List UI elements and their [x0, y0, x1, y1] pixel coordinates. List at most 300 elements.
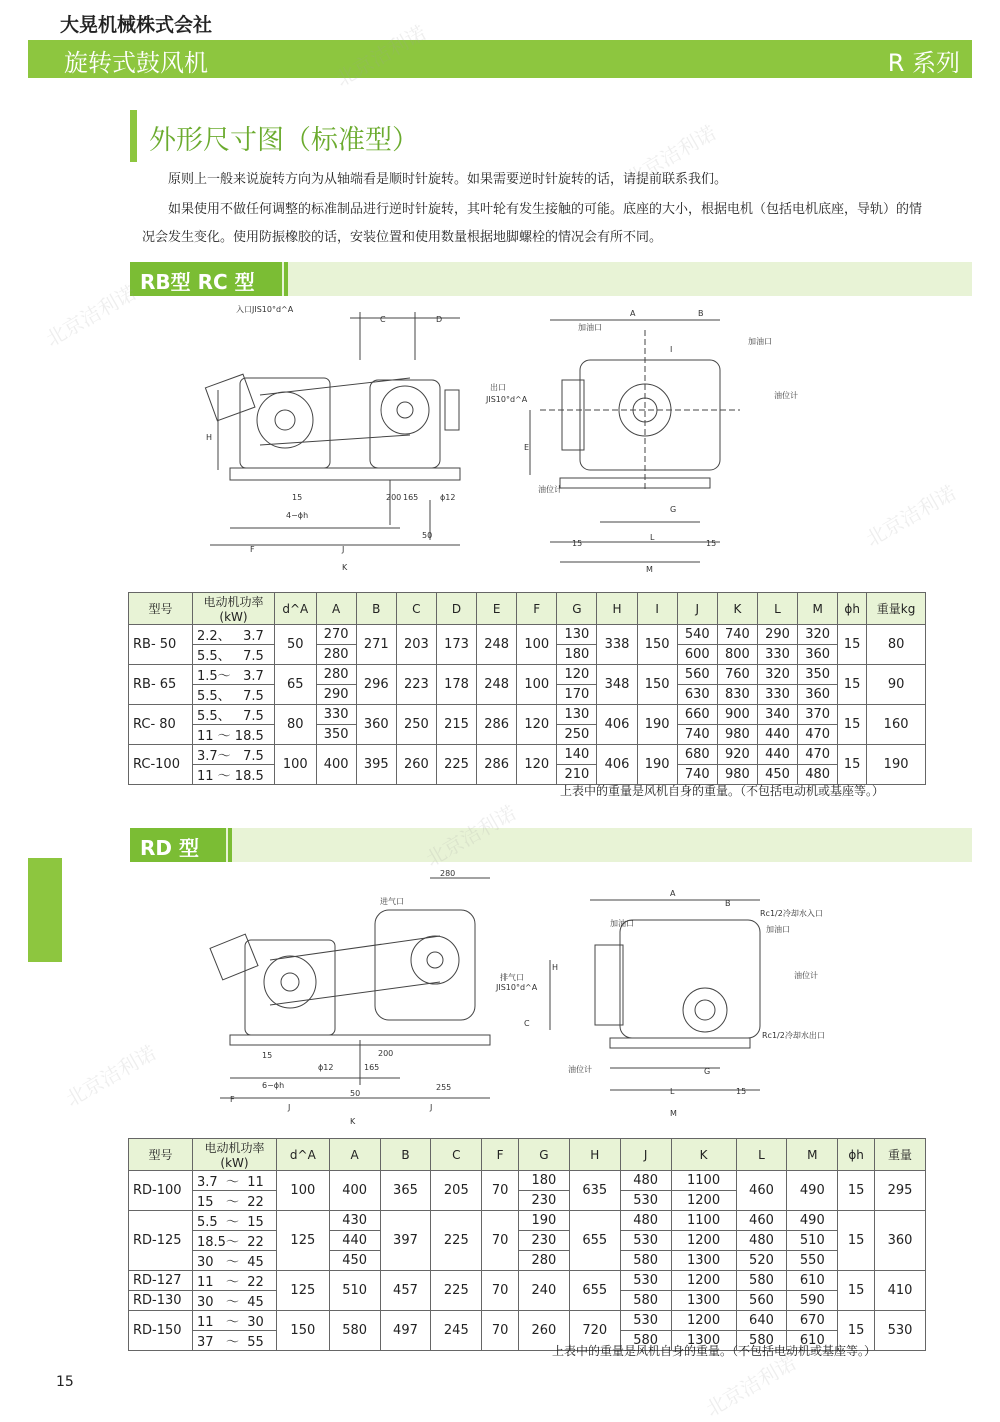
rb-J: 660 [677, 705, 717, 725]
rd-th-motor: 电动机功率(kW) [193, 1139, 277, 1171]
rb-th-A: A [316, 593, 356, 625]
table-row [129, 1271, 926, 1291]
rd-K: 1200 [671, 1231, 736, 1251]
rb-h: 15 [838, 745, 867, 785]
rb-E: 248 [477, 665, 517, 705]
rb-weight-note: 上表中的重量是风机自身的重量。（不包括电动机或基座等。） [560, 784, 885, 798]
rd-th-J: J [620, 1139, 671, 1171]
rd-model: RD-130 [129, 1291, 193, 1311]
rb-L: 320 [757, 665, 797, 685]
rd-motor: 3.7 ～ 11 [193, 1171, 277, 1191]
rb-B: 271 [356, 625, 396, 665]
rd-G: 260 [518, 1311, 569, 1351]
rb-G: 130 [557, 705, 597, 725]
rd-H: 720 [569, 1311, 620, 1351]
rd-G: 230 [518, 1231, 569, 1251]
rb-label-200: 200 [386, 493, 402, 502]
rd-A: 430 [329, 1211, 380, 1231]
rd-G: 190 [518, 1211, 569, 1231]
rb-label-hole: ϕ12 [440, 493, 456, 502]
rd-J: 580 [620, 1291, 671, 1311]
rd-dimension-diagram [200, 869, 825, 1128]
rb-M: 470 [798, 745, 838, 765]
rb-label-15b: 15 [572, 539, 583, 548]
table-row [129, 665, 926, 685]
rb-F: 100 [517, 625, 557, 665]
paragraph-rotation: 原则上一般来说旋转方向为从轴端看是顺时针旋转。如果需要逆时针旋转的话，请提前联系我们。 [168, 172, 728, 187]
rb-rc-spec-table [128, 592, 926, 785]
table-row [129, 1211, 926, 1231]
rd-M: 550 [787, 1251, 838, 1271]
rb-L: 330 [757, 645, 797, 665]
rb-M: 350 [798, 665, 838, 685]
rd-d: 125 [277, 1271, 330, 1311]
rd-label-exhaust-spec: JIS10°d^A [496, 983, 538, 992]
rd-M: 610 [787, 1331, 838, 1351]
rd-label-G: G [704, 1067, 711, 1076]
rb-th-weight: 重量kg [867, 593, 926, 625]
rd-th-F: F [482, 1139, 519, 1171]
rd-motor: 11 ～ 22 [193, 1271, 277, 1291]
rb-label-H: H [206, 433, 213, 442]
rd-G: 280 [518, 1251, 569, 1271]
rd-label-oil-fill: 加油口 [610, 919, 634, 928]
rb-L: 450 [757, 765, 797, 785]
rb-G: 250 [557, 725, 597, 745]
rb-d: 65 [275, 665, 317, 705]
watermark: 北京洁利诺 [701, 1350, 801, 1422]
rb-model: RC- 80 [129, 705, 193, 745]
rb-A: 350 [316, 725, 356, 745]
rd-F: 70 [482, 1271, 519, 1311]
rb-th-h: ϕh [838, 593, 867, 625]
rb-G: 120 [557, 665, 597, 685]
rd-A: 510 [329, 1271, 380, 1311]
rb-G: 180 [557, 645, 597, 665]
page-number: 15 [56, 1374, 74, 1390]
rb-L: 330 [757, 685, 797, 705]
rd-weight: 295 [874, 1171, 925, 1211]
rb-B: 395 [356, 745, 396, 785]
rb-th-I: I [637, 593, 677, 625]
rd-C: 205 [431, 1171, 482, 1211]
rd-motor: 30 ～ 45 [193, 1251, 277, 1271]
rd-label-15: 15 [262, 1051, 273, 1060]
rb-label-50: 50 [422, 531, 433, 540]
rb-G: 140 [557, 745, 597, 765]
rb-M: 360 [798, 645, 838, 665]
rb-K: 760 [717, 665, 757, 685]
rb-label-15: 15 [292, 493, 303, 502]
rd-K: 1300 [671, 1331, 736, 1351]
rb-F: 120 [517, 745, 557, 785]
rb-rc-dimension-diagram [200, 300, 798, 578]
rd-J: 480 [620, 1211, 671, 1231]
rb-table-header-row [129, 593, 926, 625]
rb-E: 286 [477, 705, 517, 745]
rd-label-J2: J [430, 1103, 433, 1112]
rb-D: 215 [436, 705, 476, 745]
rd-motor: 11 ～ 30 [193, 1311, 277, 1331]
rb-K: 920 [717, 745, 757, 765]
rb-C: 203 [396, 625, 436, 665]
rb-C: 250 [396, 705, 436, 745]
rd-L: 580 [736, 1271, 787, 1291]
rb-label-bolt: 4−ϕh [286, 511, 309, 520]
rb-label-165: 165 [403, 493, 419, 502]
rd-motor: 18.5～ 22 [193, 1231, 277, 1251]
rd-B: 457 [380, 1271, 431, 1311]
rd-L: 560 [736, 1291, 787, 1311]
rd-drawing [200, 869, 825, 1128]
product-title: 旋转式鼓风机 [64, 49, 208, 77]
rb-weight: 80 [867, 625, 926, 665]
rd-h: 15 [838, 1211, 875, 1271]
rd-M: 610 [787, 1271, 838, 1291]
rb-label-I: I [670, 345, 673, 354]
rd-J: 580 [620, 1251, 671, 1271]
table-row [129, 1231, 926, 1251]
rb-label-M: M [646, 565, 653, 574]
rb-motor: 2.2、 3.7 [193, 625, 275, 645]
rb-M: 360 [798, 685, 838, 705]
rb-h: 15 [838, 665, 867, 705]
rb-label-oil-fill2: 加油口 [748, 337, 772, 346]
rd-h: 15 [838, 1171, 875, 1211]
rd-L: 580 [736, 1331, 787, 1351]
rd-label-oil-gauge: 油位计 [794, 971, 818, 980]
rb-F: 120 [517, 705, 557, 745]
rb-th-E: E [477, 593, 517, 625]
rb-label-A: A [630, 309, 636, 318]
rd-K: 1300 [671, 1291, 736, 1311]
rd-A: 450 [329, 1251, 380, 1271]
rb-d: 100 [275, 745, 317, 785]
rb-label-K: K [342, 563, 348, 572]
rd-th-weight: 重量 [874, 1139, 925, 1171]
rb-th-F: F [517, 593, 557, 625]
rb-I: 150 [637, 665, 677, 705]
rb-label-oil-gauge: 油位计 [774, 391, 798, 400]
rb-label-F: F [250, 545, 255, 554]
side-accent-bar [28, 858, 62, 962]
rd-J: 530 [620, 1191, 671, 1211]
rb-D: 225 [436, 745, 476, 785]
rd-th-h: ϕh [838, 1139, 875, 1171]
rd-weight: 410 [874, 1271, 925, 1311]
rb-rc-heading [130, 262, 972, 296]
rd-J: 480 [620, 1171, 671, 1191]
rd-C: 225 [431, 1211, 482, 1271]
rd-label-intake: 进气口 [380, 897, 404, 906]
rb-th-D: D [436, 593, 476, 625]
rb-J: 740 [677, 765, 717, 785]
rd-label-15b: 15 [736, 1087, 747, 1096]
rb-motor: 3.7～ 7.5 [193, 745, 275, 765]
rb-th-J: J [677, 593, 717, 625]
rd-label-cool-in: Rc1/2冷却水入口 [760, 909, 823, 918]
rb-G: 130 [557, 625, 597, 645]
rb-H: 338 [597, 625, 637, 665]
rb-label-E: E [524, 443, 530, 452]
rb-H: 406 [597, 745, 637, 785]
rb-M: 470 [798, 725, 838, 745]
rb-label-outlet-spec: JIS10°d^A [486, 395, 528, 404]
rb-L: 340 [757, 705, 797, 725]
watermark: 北京洁利诺 [61, 1040, 161, 1112]
rd-H: 655 [569, 1211, 620, 1271]
rb-G: 210 [557, 765, 597, 785]
rd-K: 1100 [671, 1211, 736, 1231]
rd-label-bolt: 6−ϕh [262, 1081, 285, 1090]
rb-C: 260 [396, 745, 436, 785]
rb-L: 290 [757, 625, 797, 645]
rd-K: 1200 [671, 1191, 736, 1211]
rb-d: 50 [275, 625, 317, 665]
rb-weight: 160 [867, 705, 926, 745]
rb-A: 330 [316, 705, 356, 725]
table-row [129, 745, 926, 765]
rd-label-C: C [524, 1019, 530, 1028]
rb-D: 178 [436, 665, 476, 705]
rd-L: 520 [736, 1251, 787, 1271]
rb-K: 740 [717, 625, 757, 645]
rb-K: 830 [717, 685, 757, 705]
rb-A: 280 [316, 645, 356, 665]
rb-th-H: H [597, 593, 637, 625]
rb-th-L: L [757, 593, 797, 625]
rd-label-165: 165 [364, 1063, 380, 1072]
rb-A: 270 [316, 625, 356, 645]
rb-J: 540 [677, 625, 717, 645]
rd-B: 365 [380, 1171, 431, 1211]
rb-J: 740 [677, 725, 717, 745]
rb-th-d: d^A [275, 593, 317, 625]
rb-th-B: B [356, 593, 396, 625]
rd-motor: 37 ～ 55 [193, 1331, 277, 1351]
rb-model: RC-100 [129, 745, 193, 785]
rb-M: 370 [798, 705, 838, 725]
series-label: R 系列 [887, 49, 960, 77]
rb-label-oil-gauge2: 油位计 [538, 485, 562, 494]
rd-label-F: F [230, 1095, 235, 1104]
rb-C: 223 [396, 665, 436, 705]
rb-A: 280 [316, 665, 356, 685]
rb-label-15c: 15 [706, 539, 717, 548]
rb-K: 900 [717, 705, 757, 725]
rb-H: 348 [597, 665, 637, 705]
rd-F: 70 [482, 1211, 519, 1271]
rb-model: RB- 50 [129, 625, 193, 665]
rd-label-B: B [725, 899, 731, 908]
rd-label-255: 255 [436, 1083, 452, 1092]
rb-motor: 11 ～ 18.5 [193, 725, 275, 745]
rb-label-B: B [698, 309, 704, 318]
rd-th-model: 型号 [129, 1139, 193, 1171]
rd-A: 440 [329, 1231, 380, 1251]
rb-A: 400 [316, 745, 356, 785]
rd-M: 490 [787, 1211, 838, 1231]
rb-K: 980 [717, 725, 757, 745]
rd-M: 510 [787, 1231, 838, 1251]
rb-K: 980 [717, 765, 757, 785]
rb-model: RB- 65 [129, 665, 193, 705]
rd-motor: 30 ～ 45 [193, 1291, 277, 1311]
table-row [129, 1171, 926, 1191]
rd-J: 580 [620, 1331, 671, 1351]
rb-motor: 11 ～ 18.5 [193, 765, 275, 785]
rb-label-oil-fill: 加油口 [578, 323, 602, 332]
rd-L: 640 [736, 1311, 787, 1331]
rb-I: 190 [637, 745, 677, 785]
rd-label-oil-gauge2: 油位计 [568, 1065, 592, 1074]
table-row [129, 705, 926, 725]
rd-L: 480 [736, 1231, 787, 1251]
rd-C: 245 [431, 1311, 482, 1351]
rd-d: 100 [277, 1171, 330, 1211]
rb-M: 320 [798, 625, 838, 645]
rd-M: 590 [787, 1291, 838, 1311]
rd-model: RD-125 [129, 1211, 193, 1271]
rb-J: 560 [677, 665, 717, 685]
rd-th-L: L [736, 1139, 787, 1171]
rd-K: 1200 [671, 1271, 736, 1291]
rb-label-outlet: 出口 [490, 383, 506, 392]
rd-h: 15 [838, 1311, 875, 1351]
rd-weight-note: 上表中的重量是风机自身的重量。（不包括电动机或基座等。） [552, 1344, 877, 1358]
rb-K: 800 [717, 645, 757, 665]
rd-F: 70 [482, 1171, 519, 1211]
rd-F: 70 [482, 1311, 519, 1351]
rb-motor: 1.5～ 3.7 [193, 665, 275, 685]
rb-J: 680 [677, 745, 717, 765]
rd-label-L: L [670, 1087, 675, 1096]
rb-J: 630 [677, 685, 717, 705]
rb-L: 440 [757, 725, 797, 745]
rb-E: 286 [477, 745, 517, 785]
rb-motor: 5.5、 7.5 [193, 685, 275, 705]
rd-L: 460 [736, 1171, 787, 1211]
rb-th-model: 型号 [129, 593, 193, 625]
rd-th-A: A [329, 1139, 380, 1171]
company-name: 大晃机械株式会社 [60, 14, 213, 36]
rb-I: 190 [637, 705, 677, 745]
rd-J: 530 [620, 1231, 671, 1251]
rd-H: 635 [569, 1171, 620, 1211]
rd-model: RD-127 [129, 1271, 193, 1291]
rd-label-oil-fill2: 加油口 [766, 925, 790, 934]
rd-label-H: H [552, 963, 559, 972]
rd-weight: 360 [874, 1211, 925, 1271]
watermark: 北京洁利诺 [861, 480, 961, 552]
rb-motor: 5.5、 7.5 [193, 705, 275, 725]
rd-th-C: C [431, 1139, 482, 1171]
section-title: 外形尺寸图（标准型） [149, 125, 419, 156]
rd-th-d: d^A [277, 1139, 330, 1171]
rd-G: 180 [518, 1171, 569, 1191]
rd-spec-table [128, 1138, 926, 1351]
rb-h: 15 [838, 705, 867, 745]
rd-A: 400 [329, 1171, 380, 1211]
rd-d: 150 [277, 1311, 330, 1351]
rb-L: 440 [757, 745, 797, 765]
rd-th-K: K [671, 1139, 736, 1171]
table-row [129, 1251, 926, 1271]
rb-th-M: M [798, 593, 838, 625]
rb-d: 80 [275, 705, 317, 745]
rd-label-cool-out: Rc1/2冷却水出口 [762, 1031, 825, 1040]
rb-M: 480 [798, 765, 838, 785]
rd-G: 230 [518, 1191, 569, 1211]
rd-K: 1200 [671, 1311, 736, 1331]
rb-F: 100 [517, 665, 557, 705]
rd-motor: 5.5 ～ 15 [193, 1211, 277, 1231]
rb-J: 600 [677, 645, 717, 665]
rd-H: 655 [569, 1271, 620, 1311]
rd-B: 497 [380, 1311, 431, 1351]
rd-K: 1100 [671, 1171, 736, 1191]
watermark: 北京洁利诺 [621, 120, 721, 192]
rb-H: 406 [597, 705, 637, 745]
rb-rc-drawing [200, 300, 798, 578]
rd-label-hole: ϕ12 [318, 1063, 334, 1072]
rd-model: RD-100 [129, 1171, 193, 1211]
rd-C: 225 [431, 1271, 482, 1311]
rb-A: 290 [316, 685, 356, 705]
rd-label-K: K [350, 1117, 356, 1126]
rd-M: 670 [787, 1311, 838, 1331]
rb-motor: 5.5、 7.5 [193, 645, 275, 665]
rd-th-M: M [787, 1139, 838, 1171]
rb-th-C: C [396, 593, 436, 625]
rd-label-A: A [670, 889, 676, 898]
rd-J: 530 [620, 1311, 671, 1331]
rb-th-motor: 电动机功率(kW) [193, 593, 275, 625]
rd-A: 580 [329, 1311, 380, 1351]
rd-label-200: 200 [378, 1049, 394, 1058]
rb-th-G: G [557, 593, 597, 625]
rd-label-M: M [670, 1109, 677, 1118]
rb-weight: 90 [867, 665, 926, 705]
rd-d: 125 [277, 1211, 330, 1271]
rb-G: 170 [557, 685, 597, 705]
rd-label-J: J [288, 1103, 291, 1112]
rd-model: RD-150 [129, 1311, 193, 1351]
rb-E: 248 [477, 625, 517, 665]
rd-heading [130, 828, 972, 862]
rb-B: 296 [356, 665, 396, 705]
rb-I: 150 [637, 625, 677, 665]
rd-heading-label: RD 型 [130, 828, 226, 862]
rb-label-C: C [380, 315, 386, 324]
rd-h: 15 [838, 1271, 875, 1311]
rb-label-L: L [650, 533, 655, 542]
section-heading [130, 110, 972, 162]
rb-h: 15 [838, 625, 867, 665]
watermark: 北京洁利诺 [41, 280, 141, 352]
rd-J: 530 [620, 1271, 671, 1291]
rb-label-inlet: 入口JIS10°d^A [236, 305, 294, 314]
rb-th-K: K [717, 593, 757, 625]
rd-table-header-row [129, 1139, 926, 1171]
rb-label-D: D [436, 315, 443, 324]
rb-weight: 190 [867, 745, 926, 785]
rd-th-G: G [518, 1139, 569, 1171]
rd-B: 397 [380, 1211, 431, 1271]
rb-B: 360 [356, 705, 396, 745]
rd-G: 240 [518, 1271, 569, 1311]
rb-D: 173 [436, 625, 476, 665]
